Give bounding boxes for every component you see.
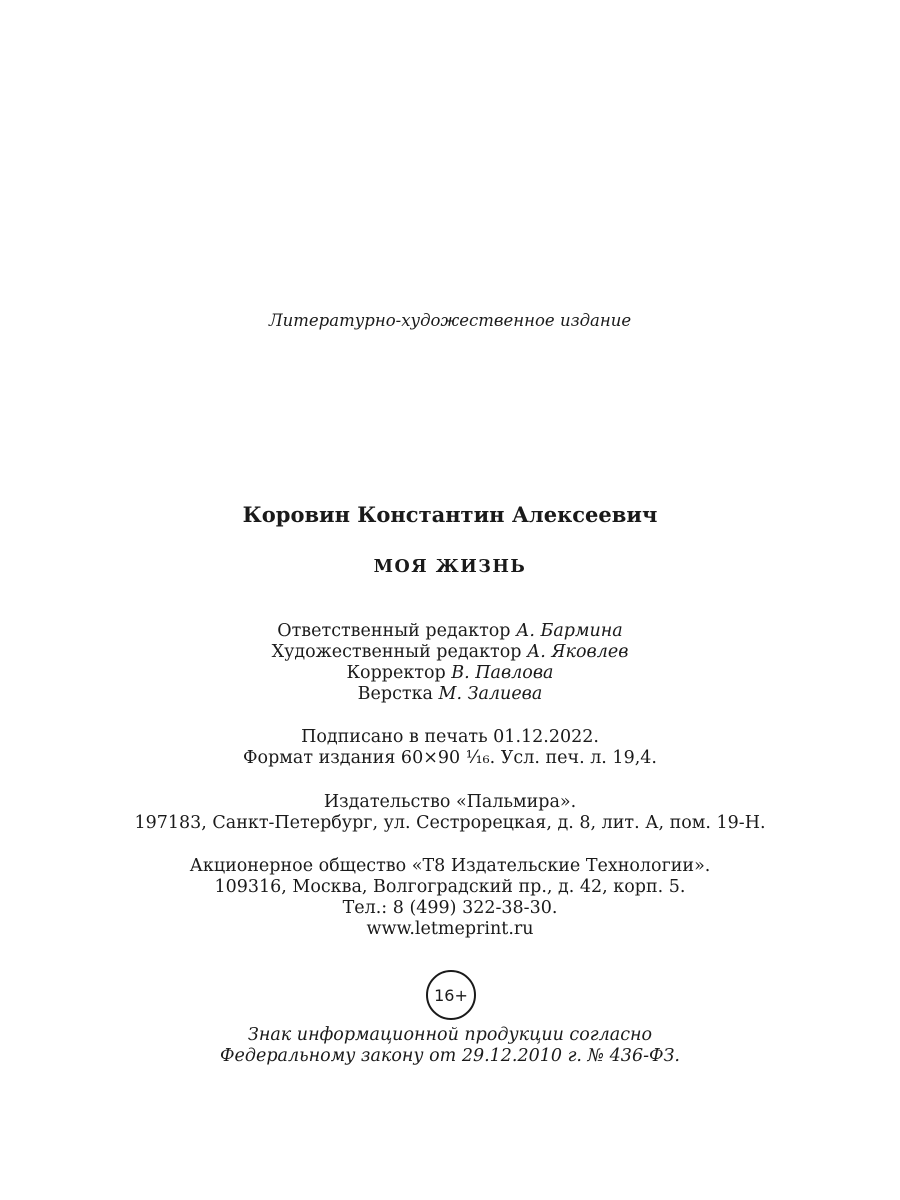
book-title: МОЯ ЖИЗНЬ [373, 557, 527, 577]
law-note-block [0, 1025, 900, 1067]
credit-name: А. Яковлев [527, 642, 629, 662]
print-info-block [0, 727, 900, 769]
credit-line-layout [0, 684, 900, 705]
publisher-block [0, 792, 900, 834]
credit-name: А. Бармина [516, 621, 623, 641]
age-rating-label: 16+ [434, 985, 468, 1005]
edition-format: Формат издания 60×90 ¹⁄₁₆. Усл. печ. л. 19,4. [243, 748, 657, 768]
publisher-name: Издательство «Пальмира». [323, 792, 577, 812]
law-note-line: Федеральному закону от 29.12.2010 г. № 436-ФЗ. [220, 1046, 680, 1066]
printer-phone: Тел.: 8 (499) 322-38-30. [342, 898, 558, 918]
genre-label: Литературно-художественное издание [268, 311, 632, 330]
credit-name: В. Павлова [451, 663, 554, 683]
credits-block [0, 621, 900, 705]
credit-role: Корректор [346, 663, 446, 683]
credit-line-responsible-editor [0, 621, 900, 642]
printer-address: 109316, Москва, Волгоградский пр., д. 42, корп. 5. [214, 877, 686, 897]
credit-name: М. Залиева [438, 684, 543, 704]
age-rating-badge [426, 970, 476, 1020]
printer-block [0, 856, 900, 940]
printer-website: www.letmeprint.ru [366, 919, 534, 939]
credit-role: Ответственный редактор [277, 621, 511, 641]
credit-role: Верстка [357, 684, 433, 704]
credit-line-art-editor [0, 642, 900, 663]
credit-role: Художественный редактор [271, 642, 522, 662]
publisher-address: 197183, Санкт-Петербург, ул. Сестрорецкая, д. 8, лит. А, пом. 19-Н. [134, 813, 766, 833]
author-name: Коровин Константин Алексеевич [242, 502, 658, 527]
printer-name: Акционерное общество «Т8 Издательские Технологии». [189, 856, 711, 876]
law-note-line: Знак информационной продукции согласно [247, 1025, 653, 1045]
credit-line-proofreader [0, 663, 900, 684]
signed-to-print: Подписано в печать 01.12.2022. [301, 727, 599, 747]
